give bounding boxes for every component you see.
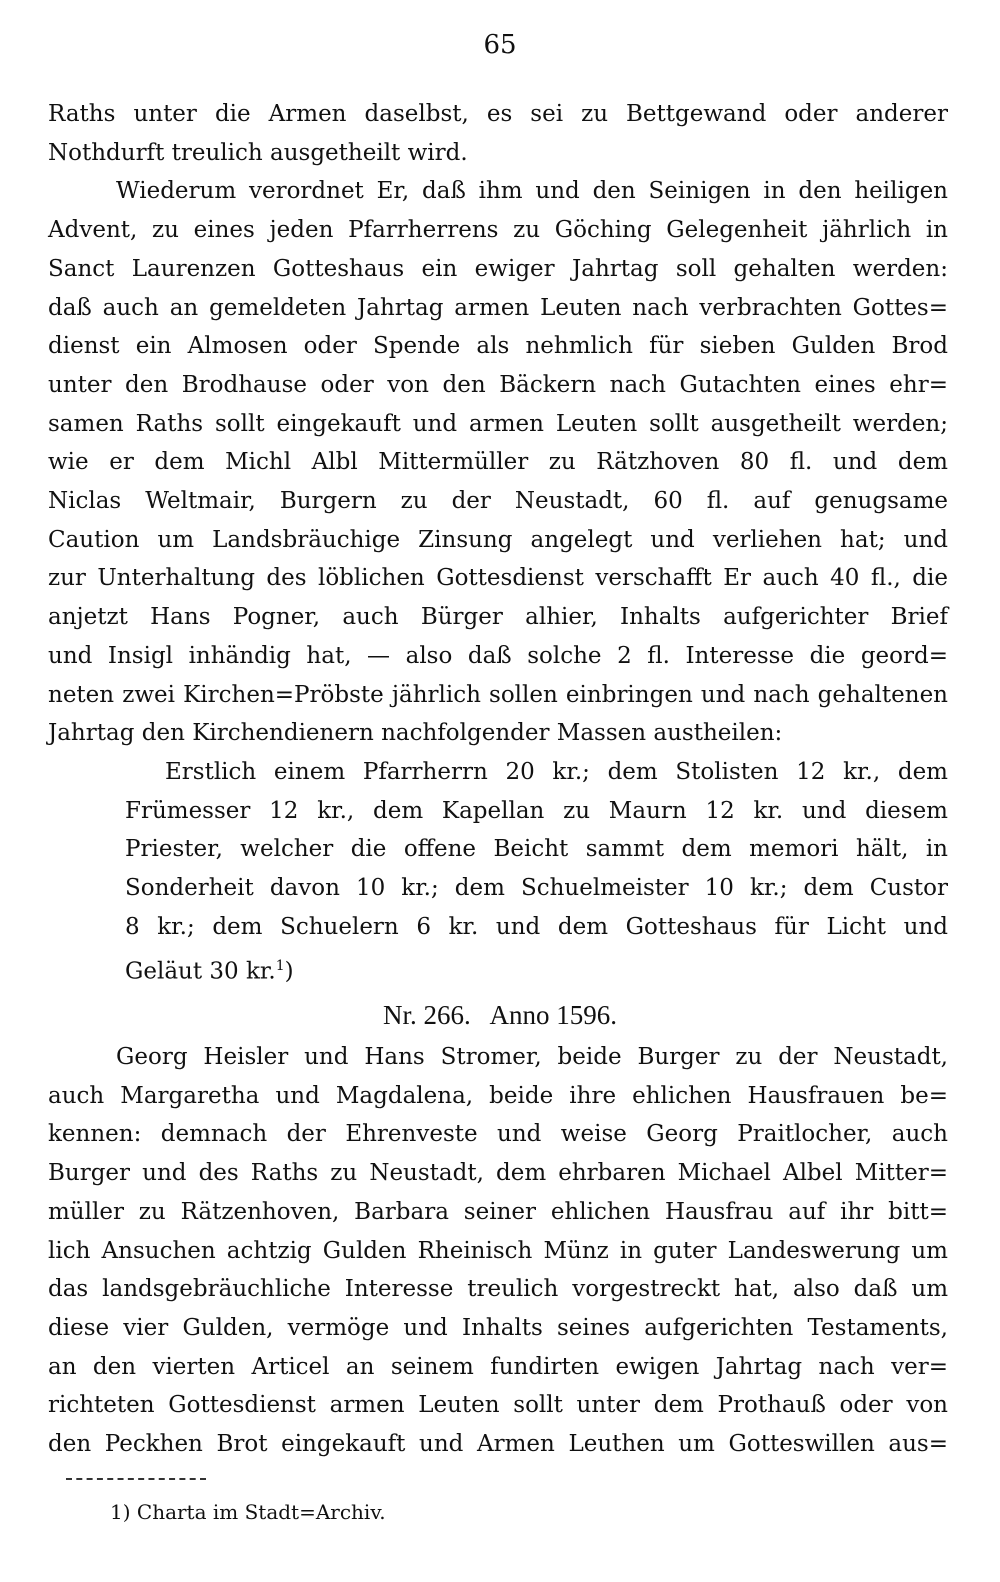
text-line: diese vier Gulden, vermöge und Inhalts seines aufgerichten Testaments,	[48, 1314, 948, 1341]
paragraph-block-3	[48, 1038, 948, 1464]
text-fragment: Geläut 30 kr.	[125, 958, 276, 985]
text-line: Raths unter die Armen daselbst, es sei zu Bettgewand oder anderer	[48, 101, 948, 127]
text-line: lich Ansuchen achtzig Gulden Rheinisch Münz in guter Landeswerung um	[48, 1237, 948, 1264]
text-line: Sonderheit davon 10 kr.; dem Schuelmeister 10 kr.; dem Custor	[125, 875, 948, 902]
text-line: daß auch an gemeldeten Jahrtag armen Leuten nach verbrachten Gottes=	[48, 294, 948, 321]
text-line: und Insigl inhändig hat, — also daß solche 2 fl. Interesse die geord=	[48, 642, 948, 669]
text-line: Jahrtag den Kirchendienern nachfolgender Massen austheilen:	[48, 720, 783, 747]
text-line: Nothdurft treulich ausgetheilt wird.	[48, 139, 468, 166]
text-line: unter den Brodhause oder von den Bäckern nach Gutachten eines ehr=	[48, 371, 948, 398]
page-number: 65	[483, 30, 517, 60]
text-line: Niclas Weltmair, Burgern zu der Neustadt, 60 fl. auf genugsame	[48, 488, 948, 515]
text-line: Wiederum verordnet Er, daß ihm und den Seinigen in den heiligen	[116, 178, 948, 205]
text-line: richteten Gottesdienst armen Leuten sollt unter dem Prothauß oder von	[48, 1392, 948, 1419]
text-fragment: )	[284, 958, 294, 985]
text-line: zur Unterhaltung des löblichen Gottesdienst verschafft Er auch 40 fl., die	[48, 565, 948, 592]
text-line: Erstlich einem Pfarrherrn 20 kr.; dem Stolisten 12 kr., dem	[165, 759, 948, 785]
text-line: wie er dem Michl Albl Mittermüller zu Rätzhoven 80 fl. und dem	[48, 449, 948, 476]
text-line: an den vierten Articel an seinem fundirten ewigen Jahrtag nach ver=	[48, 1353, 948, 1380]
footnote: 1) Charta im Stadt=Archiv.	[110, 1500, 386, 1524]
text-line: dienst ein Almosen oder Spende als nehmlich für sieben Gulden Brod	[48, 333, 948, 360]
section-heading: Nr. 266. Anno 1596.	[382, 1000, 617, 1030]
text-line: das landsgebräuchliche Interesse treulich vorgestreckt hat, also daß um	[48, 1276, 948, 1303]
text-line: Advent, zu eines jeden Pfarrherrens zu Göching Gelegenheit jährlich in	[48, 217, 948, 244]
text-line-last	[125, 947, 948, 991]
text-line: Burger und des Raths zu Neustadt, dem ehrbaren Michael Albel Mitter=	[48, 1160, 948, 1187]
text-line: Georg Heisler und Hans Stromer, beide Burger zu der Neustadt,	[116, 1044, 948, 1070]
text-line: 8 kr.; dem Schuelern 6 kr. und dem Gotteshaus für Licht und	[125, 913, 948, 940]
text-line: auch Margaretha und Magdalena, beide ihre ehlichen Hausfrauen be=	[48, 1082, 948, 1109]
text-line: samen Raths sollt eingekauft und armen Leuten sollt ausgetheilt werden;	[48, 410, 948, 437]
text-line: anjetzt Hans Pogner, auch Bürger alhier, Inhalts aufgerichter Brief	[48, 604, 948, 631]
text-line: neten zwei Kirchen=Pröbste jährlich sollen einbringen und nach gehaltenen	[48, 681, 948, 708]
footnote-reference: 1	[275, 957, 285, 974]
text-line: Caution um Landsbräuchige Zinsung angelegt und verliehen hat; und	[48, 526, 948, 553]
paragraph-block-2	[125, 753, 948, 991]
text-line: den Peckhen Brot eingekauft und Armen Leuthen um Gotteswillen aus=	[48, 1431, 948, 1458]
text-line: kennen: demnach der Ehrenveste und weise Georg Praitlocher, auch	[48, 1121, 948, 1148]
paragraph-block-1	[48, 95, 948, 753]
text-line: Sanct Laurenzen Gotteshaus ein ewiger Jahrtag soll gehalten werden:	[48, 255, 948, 282]
text-line: müller zu Rätzenhoven, Barbara seiner ehlichen Hausfrau auf ihr bitt=	[48, 1198, 948, 1225]
footnote-divider	[66, 1478, 206, 1480]
text-line: Priester, welcher die offene Beicht sammt dem memori hält, in	[125, 836, 948, 863]
text-line: Frümesser 12 kr., dem Kapellan zu Maurn 12 kr. und diesem	[125, 797, 948, 824]
